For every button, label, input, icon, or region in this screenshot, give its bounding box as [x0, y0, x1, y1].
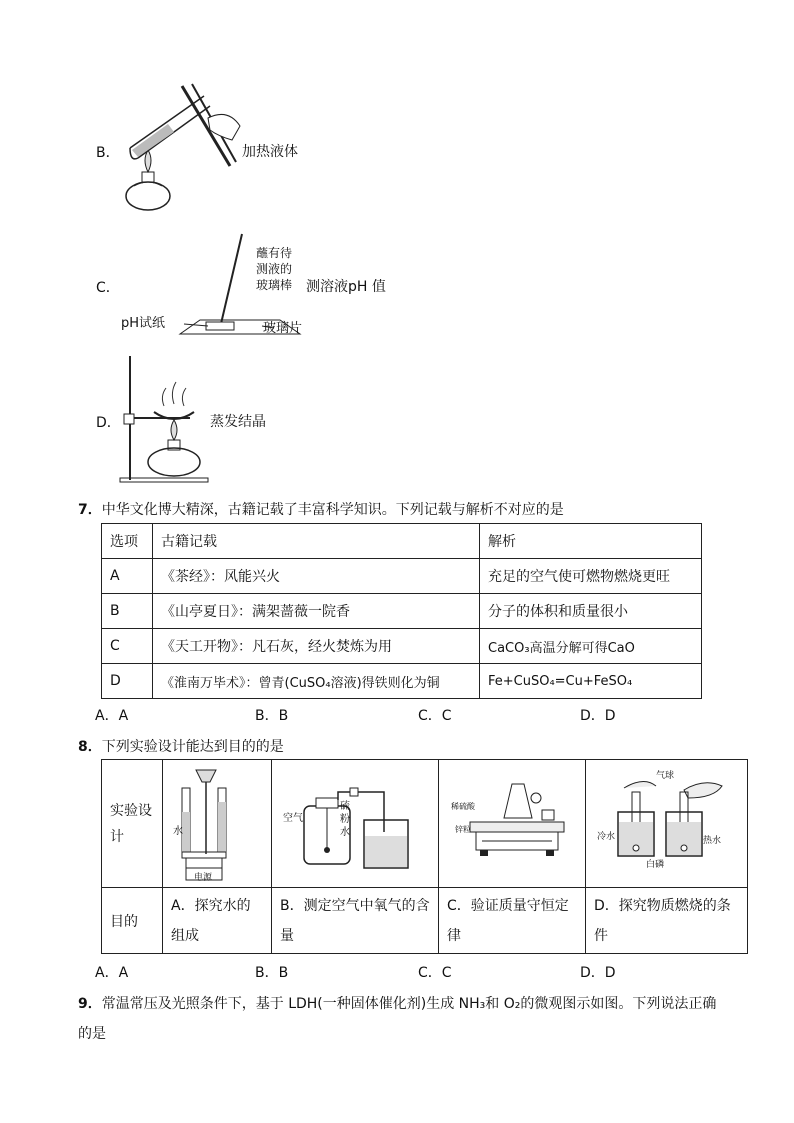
table-row	[102, 594, 702, 629]
question-9-number: 9．	[78, 996, 102, 1012]
row-c-option: C	[102, 629, 153, 664]
question-9-stem-line2: 的是	[78, 1026, 106, 1042]
row-a-record: 《茶经》：风能兴火	[153, 559, 480, 594]
header-analysis: 解析	[480, 524, 702, 559]
label-sulfur-powder-water: 硫 粉 水	[340, 801, 350, 838]
choice-b[interactable]: B．B	[255, 965, 289, 981]
purpose-d: D．探究物质燃烧的条件	[586, 888, 748, 954]
mass-conservation-figure	[446, 774, 576, 864]
label-air: 空气	[283, 813, 303, 824]
label-water: 水	[173, 826, 183, 837]
header-record: 古籍记载	[153, 524, 480, 559]
option-c-letter: C．	[96, 280, 120, 296]
label-zinc-granules: 锌粒	[455, 825, 471, 834]
row-a-option: A	[102, 559, 153, 594]
row-a-analysis: 充足的空气使可燃物燃烧更旺	[480, 559, 702, 594]
choice-c[interactable]: C．C	[418, 965, 452, 981]
choice-d[interactable]: D．D	[580, 965, 616, 981]
table-header-row	[102, 524, 702, 559]
row-d-option: D	[102, 664, 153, 699]
rod-label: 蘸有待 测液的 玻璃棒	[256, 246, 293, 292]
label-white-phosphorus: 白磷	[646, 860, 665, 870]
option-d-caption: 蒸发结晶	[210, 414, 266, 430]
option-c-caption: 测溶液pH 值	[306, 279, 386, 295]
design-label: 实验设计	[102, 760, 163, 888]
combustion-figure	[604, 772, 744, 872]
question-8-stem: 8．下列实验设计能达到目的的是	[78, 739, 284, 755]
row-b-record: 《山亭夏日》：满架蔷薇一院香	[153, 594, 480, 629]
label-hot-water: 热水	[703, 836, 722, 846]
purpose-row	[102, 888, 748, 954]
q7-table	[101, 523, 702, 699]
option-b-caption: 加热液体	[242, 144, 298, 160]
choice-c[interactable]: C．C	[418, 708, 452, 724]
question-7-stem: 7．中华文化博大精深，古籍记载了丰富科学知识。下列记载与解析不对应的是	[78, 502, 564, 518]
evaporation-figure	[118, 356, 218, 486]
purpose-label: 目的	[102, 888, 163, 954]
choice-d[interactable]: D．D	[580, 708, 616, 724]
row-c-record: 《天工开物》：凡石灰，经火焚炼为用	[153, 629, 480, 664]
table-row	[102, 664, 702, 699]
row-c-analysis: CaCO₃高温分解可得CaO	[480, 629, 702, 664]
oxygen-content-figure	[280, 772, 430, 882]
row-b-option: B	[102, 594, 153, 629]
ph-paper-label: pH试纸	[121, 316, 166, 331]
label-power: 电源	[194, 873, 213, 883]
choice-a[interactable]: A．A	[95, 708, 129, 724]
table-row	[102, 629, 702, 664]
electrolysis-figure	[172, 762, 252, 886]
row-b-analysis: 分子的体积和质量很小	[480, 594, 702, 629]
option-b-letter: B．	[96, 145, 120, 161]
purpose-c: C．验证质量守恒定律	[439, 888, 586, 954]
heating-liquid-figure	[112, 78, 252, 218]
question-7-number: 7．	[78, 502, 102, 518]
question-8-number: 8．	[78, 739, 102, 755]
label-dilute-sulfuric-acid: 稀硫酸	[451, 802, 475, 811]
purpose-b: B．测定空气中氧气的含量	[272, 888, 439, 954]
choice-b[interactable]: B．B	[255, 708, 289, 724]
row-d-analysis: Fe+CuSO₄=Cu+FeSO₄	[480, 664, 702, 699]
label-cold-water: 冷水	[597, 832, 616, 842]
option-d-letter: D．	[96, 415, 121, 431]
choice-a[interactable]: A．A	[95, 965, 129, 981]
purpose-a: A．探究水的组成	[163, 888, 272, 954]
glass-slide-label: 玻璃片	[263, 321, 303, 336]
question-9-stem: 9．常温常压及光照条件下，基于 LDH(一种固体催化剂)生成 NH₃和 O₂的微观图示如图。下列说法正确	[78, 996, 717, 1012]
table-row	[102, 559, 702, 594]
label-balloon: 气球	[656, 771, 675, 781]
row-d-record: 《淮南万毕术》：曾青(CuSO₄溶液)得铁则化为铜	[153, 664, 480, 699]
header-option: 选项	[102, 524, 153, 559]
